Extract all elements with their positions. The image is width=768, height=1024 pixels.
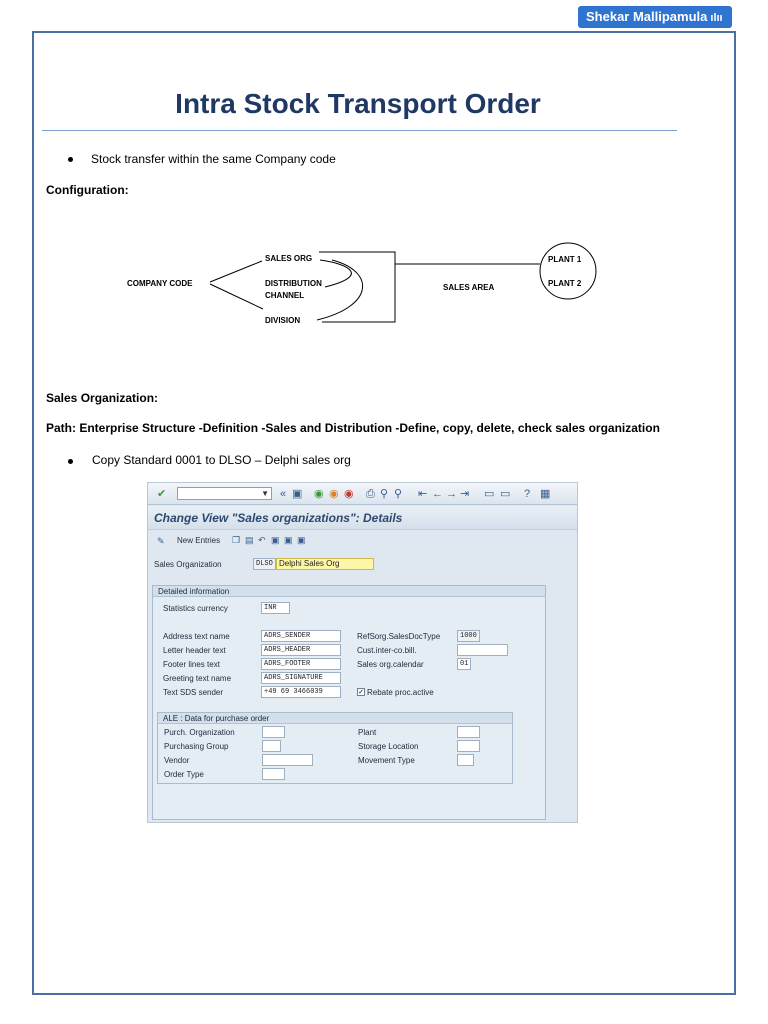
detailed-information-heading: Detailed information xyxy=(158,587,230,596)
storage-location-label: Storage Location xyxy=(358,742,419,751)
channel-label: CHANNEL xyxy=(265,291,305,300)
undo-icon[interactable]: ↶ xyxy=(258,535,266,545)
author-badge xyxy=(578,6,732,28)
cancel-icon[interactable]: ◉ xyxy=(344,488,354,500)
order-type-field[interactable] xyxy=(262,768,285,780)
address-text-label: Address text name xyxy=(163,632,230,641)
rebate-checkbox[interactable]: ✓ xyxy=(358,689,364,696)
select-icon[interactable]: ▣ xyxy=(297,535,306,545)
rebate-label: Rebate proc.active xyxy=(367,688,434,697)
sales-org-label: SALES ORG xyxy=(265,254,313,263)
calendar-label: Sales org.calendar xyxy=(357,660,424,669)
chevron-down-icon[interactable]: ▼ xyxy=(261,489,269,498)
letter-header-field[interactable]: ADRS_HEADER xyxy=(261,644,341,656)
ale-purchase-order-group xyxy=(157,712,513,784)
detailed-information-group xyxy=(152,585,546,820)
previous-page-icon[interactable]: ← xyxy=(432,488,443,500)
next-page-icon[interactable]: → xyxy=(446,488,457,500)
vendor-label: Vendor xyxy=(164,756,190,765)
plant-circle xyxy=(540,243,596,299)
window-title: Change View "Sales organizations": Details xyxy=(154,511,403,525)
system-toolbar xyxy=(148,483,577,505)
footer-lines-label: Footer lines text xyxy=(163,660,220,669)
footer-lines-field[interactable]: ADRS_FOOTER xyxy=(261,658,341,670)
new-session-icon[interactable]: ▭ xyxy=(484,488,495,500)
find-next-icon[interactable]: ⚲ xyxy=(394,488,403,500)
calendar-field[interactable]: 01 xyxy=(457,658,471,670)
back-icon[interactable]: « xyxy=(280,488,287,500)
sds-sender-field[interactable]: +49 69 3466039 xyxy=(261,686,341,698)
application-toolbar xyxy=(148,531,577,551)
edit-pencil-icon[interactable]: ✎ xyxy=(157,536,165,546)
plant-label: Plant xyxy=(358,728,377,737)
purch-org-field[interactable] xyxy=(262,726,285,738)
sales-org-field-label: Sales Organization xyxy=(154,560,222,569)
copy-icon[interactable]: ❐ xyxy=(232,535,241,545)
config-path: Path: Enterprise Structure -Definition -Sales and Distribution -Define, copy, delete, check sales organization xyxy=(46,421,660,435)
address-text-field[interactable]: ADRS_SENDER xyxy=(261,630,341,642)
plant2-label: PLANT 2 xyxy=(548,279,582,288)
title-bar xyxy=(148,506,577,530)
purch-org-label: Purch. Organization xyxy=(164,728,235,737)
new-entries-button[interactable]: New Entries xyxy=(177,536,221,545)
cust-interco-field[interactable] xyxy=(457,644,508,656)
sales-area-label: SALES AREA xyxy=(443,283,495,292)
bullet-icon xyxy=(68,459,73,464)
distribution-label: DISTRIBUTION xyxy=(265,279,322,288)
division-label: DIVISION xyxy=(265,316,301,325)
bullet-company-code: Stock transfer within the same Company code xyxy=(91,152,336,166)
sales-org-name-field[interactable]: Delphi Sales Org xyxy=(276,558,374,570)
connector-line xyxy=(210,284,263,309)
enter-icon[interactable]: ✔ xyxy=(157,488,167,500)
configuration-heading: Configuration: xyxy=(46,183,129,197)
cust-interco-label: Cust.inter-co.bill. xyxy=(357,646,417,655)
page-title: Intra Stock Transport Order xyxy=(175,88,541,119)
bracket-line xyxy=(319,252,395,322)
sound-wave-icon: ılıı xyxy=(710,12,723,24)
vendor-field[interactable] xyxy=(262,754,313,766)
next-entry-icon[interactable]: ▣ xyxy=(284,535,293,545)
sds-sender-label: Text SDS sender xyxy=(163,688,224,697)
save-icon[interactable]: ▣ xyxy=(292,488,303,500)
author-name: Shekar Mallipamula xyxy=(586,9,708,24)
delete-icon[interactable]: ▤ xyxy=(245,535,254,545)
company-code-label: COMPANY CODE xyxy=(127,279,193,288)
order-type-label: Order Type xyxy=(164,770,204,779)
storage-location-field[interactable] xyxy=(457,740,480,752)
help-icon[interactable]: ? xyxy=(524,488,531,500)
refsorg-label: RefSorg.SalesDocType xyxy=(357,632,441,641)
sales-org-heading: Sales Organization: xyxy=(46,391,159,405)
greeting-label: Greeting text name xyxy=(163,674,232,683)
connector-line xyxy=(210,261,262,282)
bullet-copy-standard: Copy Standard 0001 to DLSO – Delphi sales org xyxy=(92,453,351,467)
find-icon[interactable]: ⚲ xyxy=(380,488,389,500)
command-field[interactable] xyxy=(177,487,272,500)
statistics-currency-field[interactable]: INR xyxy=(261,602,290,614)
refsorg-field[interactable]: 1000 xyxy=(457,630,480,642)
previous-entry-icon[interactable]: ▣ xyxy=(271,535,280,545)
sap-screenshot xyxy=(147,482,578,823)
purch-group-field[interactable] xyxy=(262,740,281,752)
movement-type-field[interactable] xyxy=(457,754,474,766)
shortcut-icon[interactable]: ▭ xyxy=(500,488,511,500)
greeting-field[interactable]: ADRS_SIGNATURE xyxy=(261,672,341,684)
bullet-icon xyxy=(68,157,73,162)
ale-heading: ALE : Data for purchase order xyxy=(163,714,270,723)
print-icon[interactable]: ⎙ xyxy=(366,488,375,500)
last-page-icon[interactable]: ⇥ xyxy=(460,488,470,500)
curve-line xyxy=(320,260,351,287)
plant1-label: PLANT 1 xyxy=(548,255,582,264)
movement-type-label: Movement Type xyxy=(358,756,415,765)
layout-menu-icon[interactable]: ▦ xyxy=(540,488,551,500)
statistics-currency-label: Statistics currency xyxy=(163,604,228,613)
plant-field[interactable] xyxy=(457,726,480,738)
group-header xyxy=(153,586,545,597)
sales-org-code-field[interactable]: DLSO xyxy=(253,558,276,570)
curve-line xyxy=(317,260,363,320)
purch-group-label: Purchasing Group xyxy=(164,742,229,751)
org-structure-diagram xyxy=(110,236,630,336)
exit-icon[interactable]: ◉ xyxy=(329,488,339,500)
back-green-icon[interactable]: ◉ xyxy=(314,488,324,500)
group-header xyxy=(158,713,512,724)
first-page-icon[interactable]: ⇤ xyxy=(418,488,428,500)
title-divider xyxy=(42,130,677,131)
letter-header-label: Letter header text xyxy=(163,646,226,655)
